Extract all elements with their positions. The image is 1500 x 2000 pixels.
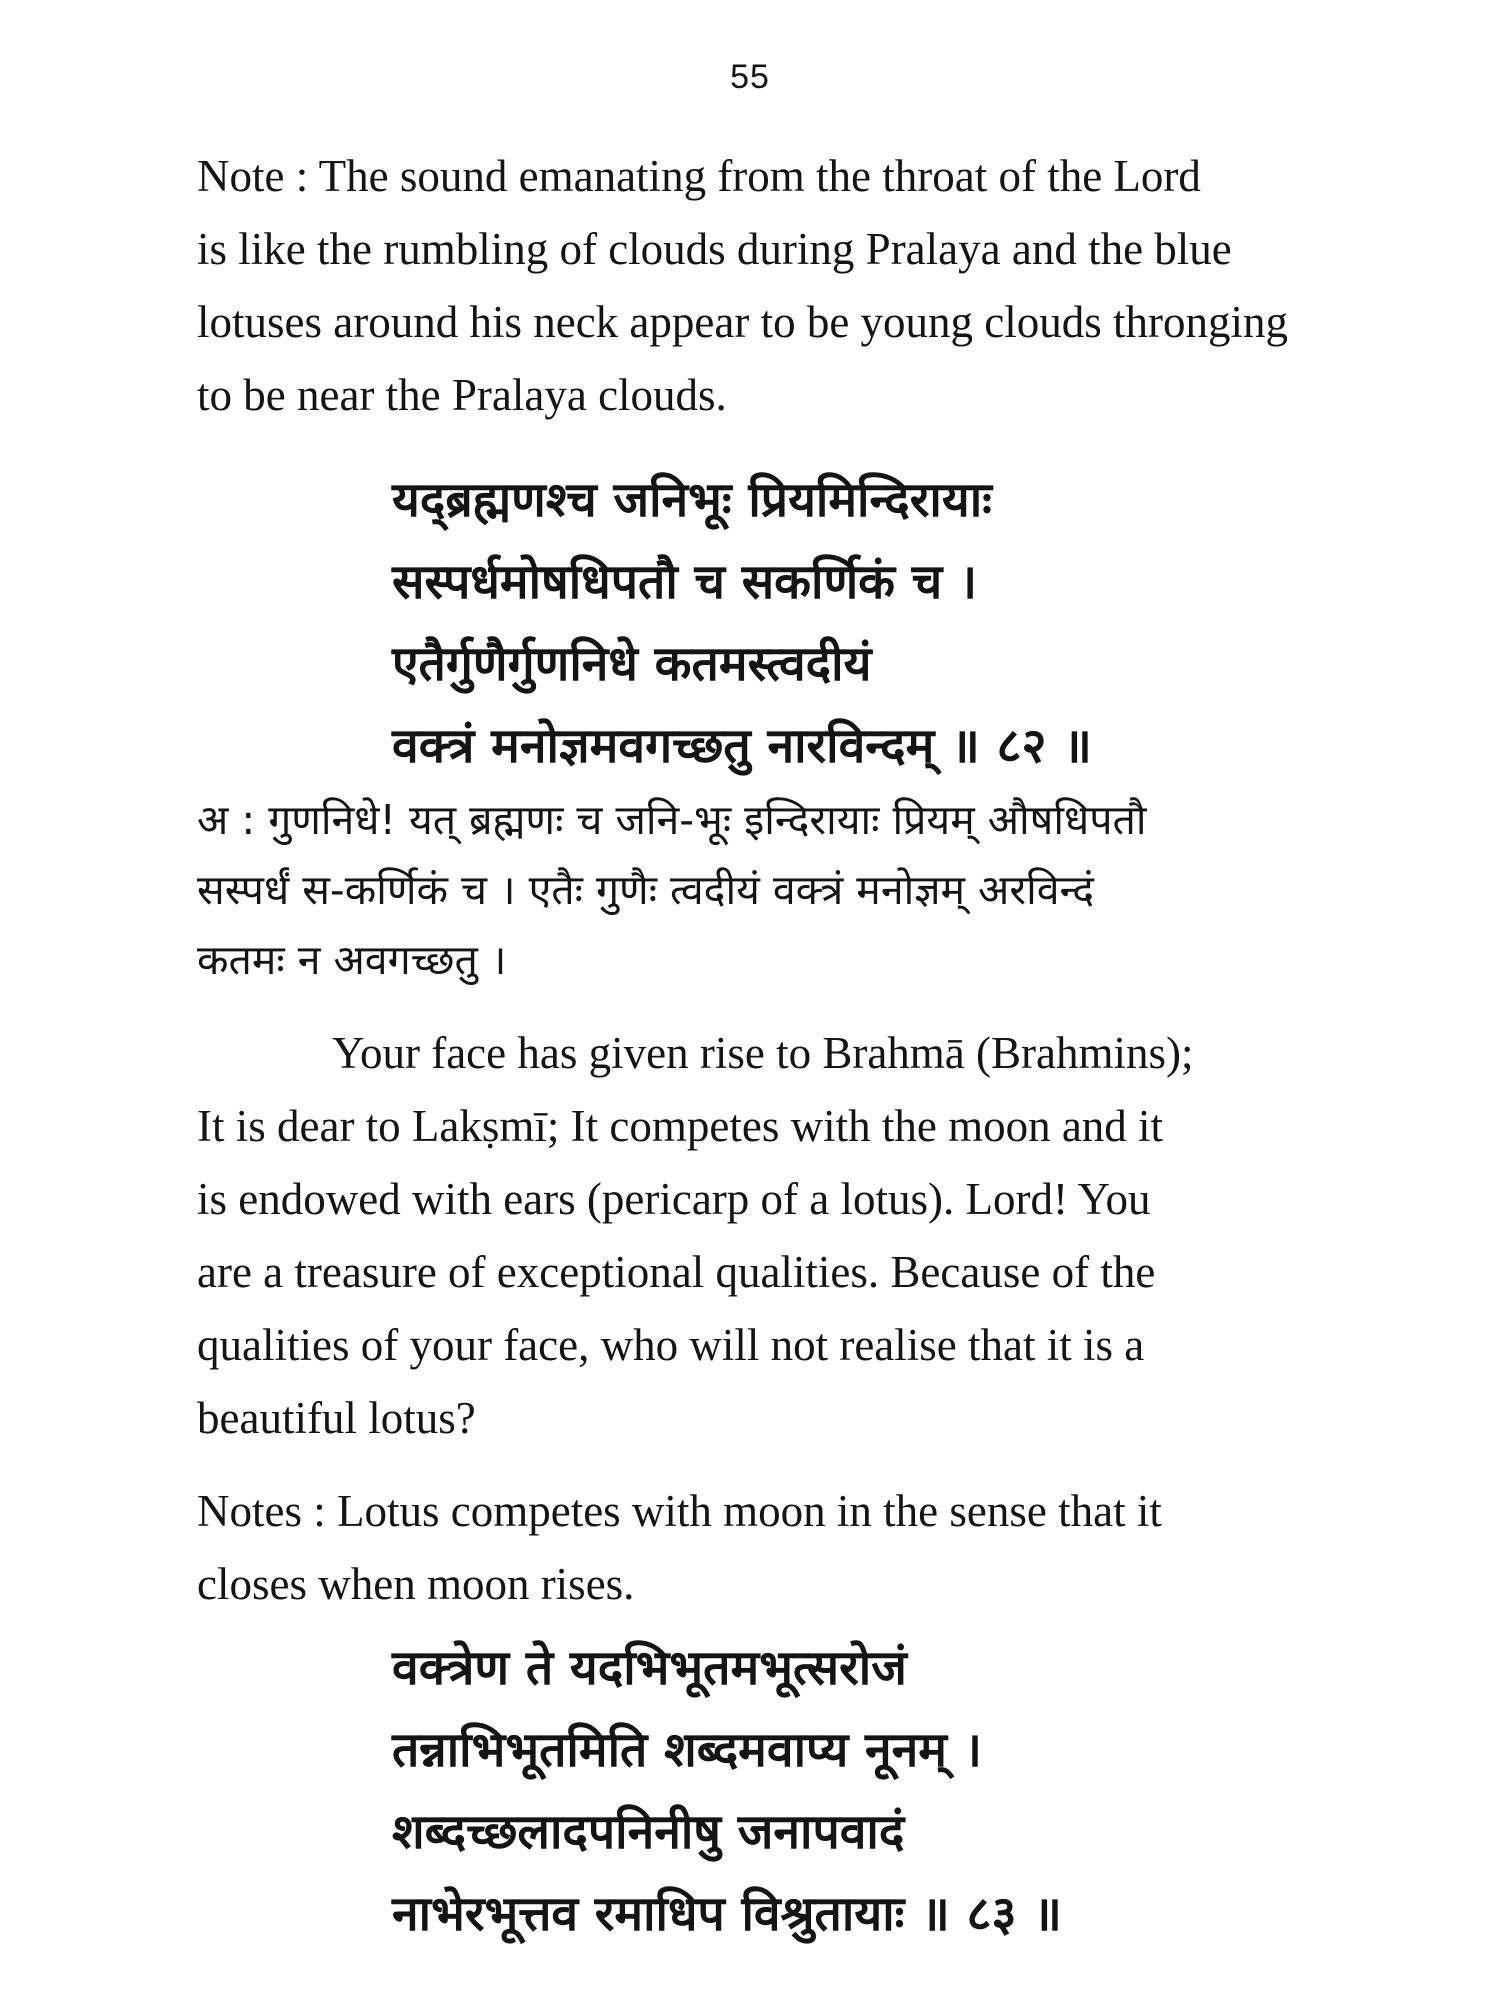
verse-line: यद्ब्रह्मणश्च जनिभूः प्रियमिन्दिरायाः	[392, 472, 992, 528]
anvaya-line: सस्पर्धं स-कर्णिकं च । एतैः गुणैः त्वदीयं वक्त्रं मनोज्ञम् अरविन्दं	[197, 866, 1094, 914]
verse-line: वक्त्रेण ते यदभिभूतमभूत्सरोजं	[392, 1640, 907, 1696]
text-line: to be near the Pralaya clouds.	[197, 370, 727, 420]
translation-paragraph	[197, 1017, 1337, 1455]
anvaya-line: अ : गुणनिधे! यत् ब्रह्मणः च जनि-भूः इन्दिरायाः प्रियम् औषधिपतौ	[197, 796, 1147, 844]
text-line: It is dear to Lakṣmī; It competes with the moon and it	[197, 1101, 1164, 1151]
verse-line: तन्नाभिभूतमिति शब्दमवाप्य नूनम् ।	[392, 1722, 982, 1778]
text-line: Note : The sound emanating from the throat of the Lord	[197, 151, 1201, 201]
text-line: closes when moon rises.	[197, 1559, 635, 1609]
verse-line: वक्त्रं मनोज्ञमवगच्छतु नारविन्दम् ॥ ८२ ॥	[392, 718, 1092, 774]
sanskrit-verse-82	[392, 459, 1292, 787]
anvaya-prose-order	[197, 785, 1337, 995]
text-line: is endowed with ears (pericarp of a lotus). Lord! You	[197, 1174, 1151, 1224]
text-line: qualities of your face, who will not realise that it is a	[197, 1320, 1145, 1370]
text-line: lotuses around his neck appear to be young clouds thronging	[197, 297, 1289, 347]
text-line: Notes : Lotus competes with moon in the sense that it	[197, 1486, 1162, 1536]
text-line: beautiful lotus?	[197, 1393, 476, 1443]
verse-line: सस्पर्धमोषधिपतौ च सकर्णिकं च ।	[392, 554, 978, 610]
sanskrit-verse-83	[392, 1627, 1292, 1955]
verse-line: एतैर्गुणैर्गुणनिधे कतमस्त्वदीयं	[392, 636, 872, 692]
notes-paragraph	[197, 1475, 1337, 1621]
text-line: Your face has given rise to Brahmā (Brahmins);	[332, 1028, 1194, 1078]
text-line: are a treasure of exceptional qualities. Because of the	[197, 1247, 1156, 1297]
verse-line: नाभेरभूत्तव रमाधिप विश्रुतायाः ॥ ८३ ॥	[392, 1886, 1062, 1942]
text-line: is like the rumbling of clouds during Pralaya and the blue	[197, 224, 1232, 274]
page-number: 55	[730, 58, 770, 96]
anvaya-line: कतमः न अवगच्छतु ।	[197, 936, 507, 984]
note-paragraph	[197, 140, 1337, 432]
verse-line: शब्दच्छलादपनिनीषु जनापवादं	[392, 1804, 905, 1860]
